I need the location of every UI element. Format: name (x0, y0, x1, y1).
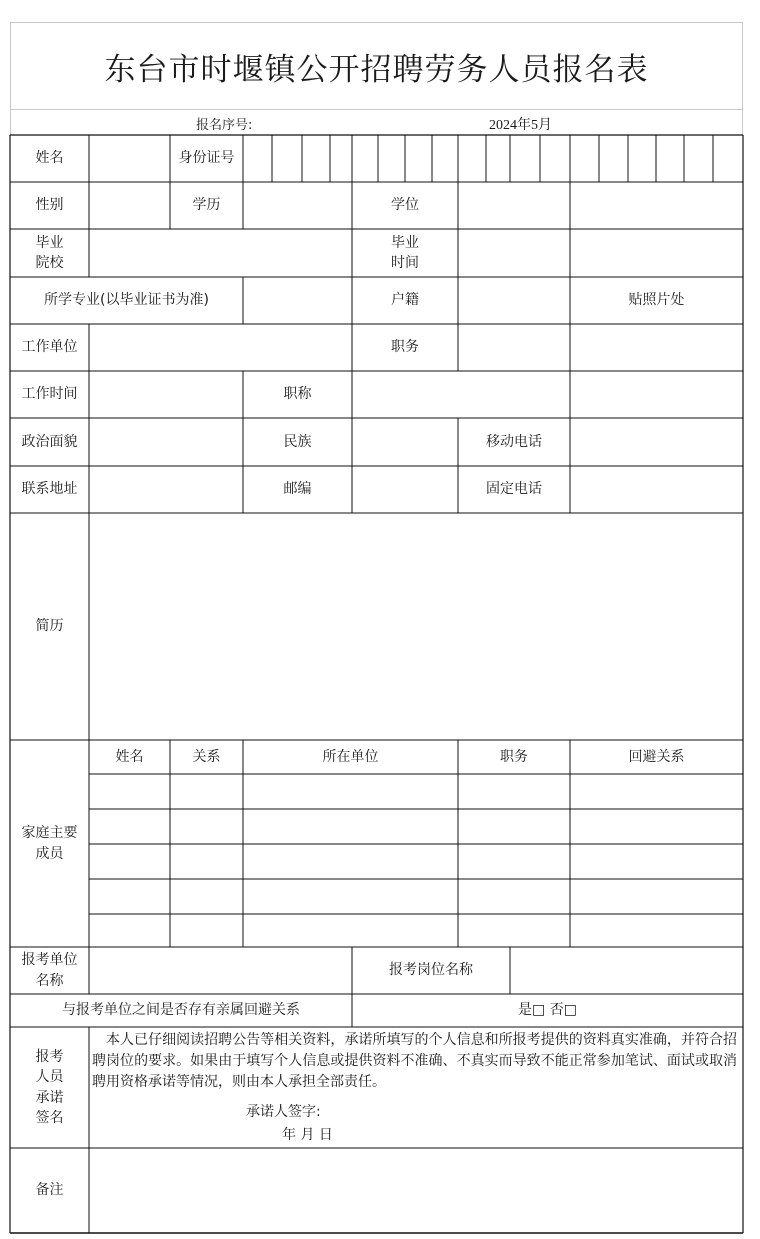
major-label: 所学专业(以毕业证书为准) (44, 292, 209, 309)
gender-label: 性别 (35, 197, 64, 214)
pledge-date-label: 年 月 日 (282, 1127, 333, 1143)
education-label: 学历 (192, 197, 221, 214)
form-title: 东台市时堰镇公开招聘劳务人员报名表 (104, 51, 649, 88)
serial-label: 报名序号: (196, 118, 253, 133)
family-col-unit: 所在单位 (322, 748, 379, 765)
hukou-label: 户籍 (391, 292, 419, 309)
apply-unit-label: 报考单位 名称 (21, 952, 78, 989)
photo-placeholder: 贴照片处 (628, 291, 685, 308)
school-label: 毕业 院校 (35, 234, 64, 271)
position-label: 职务 (391, 339, 419, 356)
ethnicity-label: 民族 (283, 433, 312, 450)
family-label: 家庭主要 成员 (21, 825, 78, 862)
landline-label: 固定电话 (486, 481, 542, 498)
politics-label: 政治面貌 (21, 433, 78, 450)
work-time-label: 工作时间 (21, 386, 78, 403)
resume-label: 简历 (35, 618, 64, 635)
family-col-name: 姓名 (115, 748, 144, 765)
postcode-label: 邮编 (283, 481, 312, 498)
title-rank-label: 职称 (283, 386, 312, 403)
grad-time-label: 毕业 时间 (391, 234, 419, 271)
family-col-relation: 关系 (192, 748, 221, 765)
pledge-signer-label: 承诺人签字: (246, 1104, 321, 1120)
name-label: 姓名 (35, 150, 64, 167)
form-date: 2024年5月 (489, 118, 552, 133)
mobile-label: 移动电话 (486, 433, 542, 450)
pledge-text: 本人已仔细阅读招聘公告等相关资料，承诺所填写的个人信息和所报考提供的资料真实准确，并符合招聘岗位的要求。如果由于填写个人信息或提供资料不准确、不真实而导致不能正常参加笔试、面试或取消聘用资格承诺等情况，则由本人承担全部责任。 (92, 1032, 737, 1090)
relation-question: 与报考单位之间是否存有亲属回避关系 (62, 1002, 300, 1019)
id-number-label: 身份证号 (178, 150, 235, 167)
family-col-avoidance: 回避关系 (628, 748, 685, 765)
employer-label: 工作单位 (21, 339, 78, 356)
family-col-position: 职务 (500, 748, 528, 765)
remarks-label: 备注 (35, 1182, 64, 1199)
apply-post-label: 报考岗位名称 (389, 962, 473, 979)
degree-label: 学位 (391, 197, 419, 214)
address-label: 联系地址 (21, 481, 78, 498)
yes-no-options: 是□ 否□ (518, 1002, 577, 1019)
pledge-label: 报考 人员 承诺 签名 (35, 1048, 64, 1126)
